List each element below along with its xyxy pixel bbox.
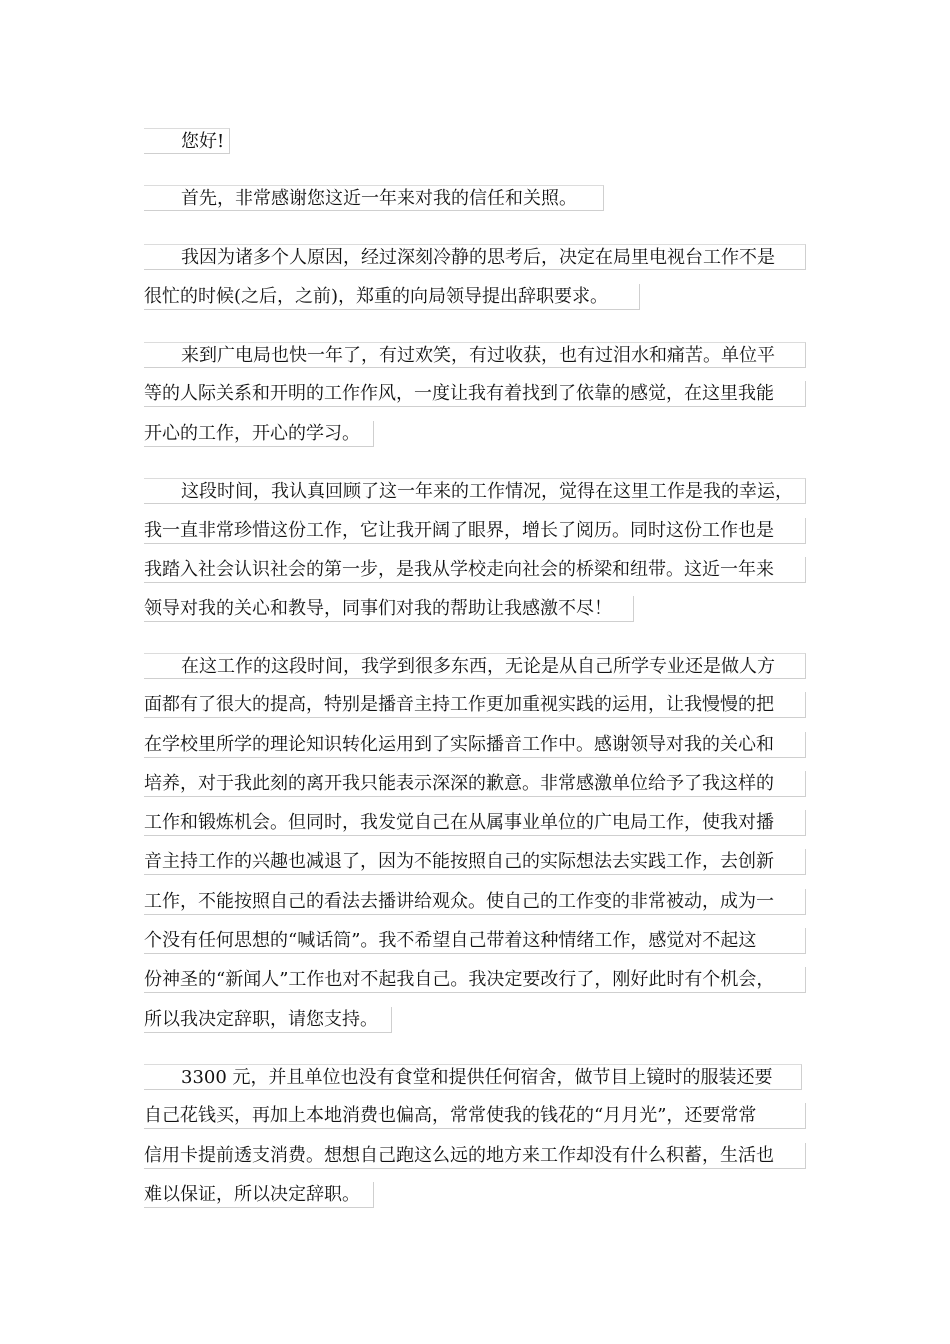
paragraph-line: 音主持工作的兴趣也减退了，因为不能按照自己的实际想法去实践工作，去创新 (144, 849, 806, 875)
paragraph-line: 难以保证，所以决定辞职。 (144, 1182, 374, 1208)
paragraph-line: 领导对我的关心和教导，同事们对我的帮助让我感激不尽！ (144, 596, 634, 622)
paragraph-line: 在这工作的这段时间，我学到很多东西，无论是从自己所学专业还是做人方 (144, 653, 806, 679)
paragraph-line: 工作，不能按照自己的看法去播讲给观众。使自己的工作变的非常被动，成为一 (144, 889, 806, 915)
paragraph-line: 我一直非常珍惜这份工作，它让我开阔了眼界，增长了阅历。同时这份工作也是 (144, 518, 806, 544)
paragraph-line: 工作和锻炼机会。但同时，我发觉自己在从属事业单位的广电局工作，使我对播 (144, 810, 806, 836)
paragraph-line: 个没有任何思想的“喊话筒”。我不希望自己带着这种情绪工作，感觉对不起这 (144, 928, 806, 954)
paragraph-line: 自己花钱买，再加上本地消费也偏高，常常使我的钱花的“月月光”，还要常常 (144, 1103, 806, 1129)
paragraph-line: 首先，非常感谢您这近一年来对我的信任和关照。 (144, 185, 604, 211)
paragraph-line: 来到广电局也快一年了，有过欢笑，有过收获，也有过泪水和痛苦。单位平 (144, 342, 806, 368)
paragraph-line: 份神圣的“新闻人”工作也对不起我自己。我决定要改行了，刚好此时有个机会， (144, 967, 806, 993)
paragraph-line: 我踏入社会认识社会的第一步，是我从学校走向社会的桥梁和纽带。这近一年来 (144, 557, 806, 583)
greeting-line: 您好! (144, 128, 230, 154)
paragraph-line: 等的人际关系和开明的工作作风，一度让我有着找到了依靠的感觉，在这里我能 (144, 381, 806, 407)
paragraph-line: 3300 元，并且单位也没有食堂和提供任何宿舍，做节目上镜时的服装还要 (144, 1064, 802, 1090)
paragraph-line: 这段时间，我认真回顾了这一年来的工作情况，觉得在这里工作是我的幸运， (144, 478, 806, 504)
paragraph-line: 培养，对于我此刻的离开我只能表示深深的歉意。非常感激单位给予了我这样的 (144, 771, 806, 797)
paragraph-line: 信用卡提前透支消费。想想自己跑这么远的地方来工作却没有什么积蓄，生活也 (144, 1143, 806, 1169)
paragraph-line: 面都有了很大的提高，特别是播音主持工作更加重视实践的运用，让我慢慢的把 (144, 692, 806, 718)
paragraph-line: 很忙的时候(之后，之前)，郑重的向局领导提出辞职要求。 (144, 284, 640, 310)
paragraph-line: 在学校里所学的理论知识转化运用到了实际播音工作中。感谢领导对我的关心和 (144, 732, 806, 758)
paragraph-line: 我因为诸多个人原因，经过深刻冷静的思考后，决定在局里电视台工作不是 (144, 244, 806, 270)
paragraph-line: 开心的工作，开心的学习。 (144, 421, 374, 447)
paragraph-line: 所以我决定辞职，请您支持。 (144, 1007, 392, 1033)
